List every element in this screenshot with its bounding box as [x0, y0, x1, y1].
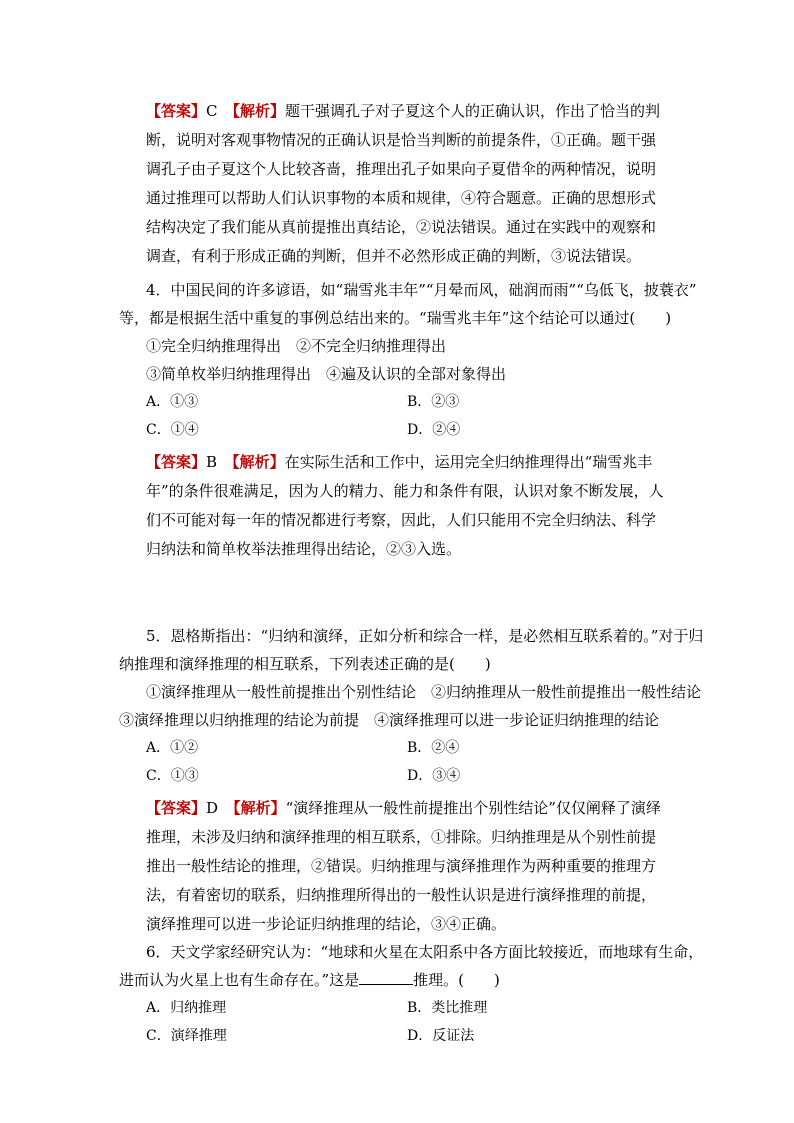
q6-stem-line2-pre: 进而认为火星上也有生命存在。”这是 [119, 971, 360, 989]
analysis-tag: 【解析】 [232, 102, 286, 120]
q5-analysis: “演绎推理从一般性前提推出个别性结论”仅仅阐释了演绎推理，未涉及归纳和演绎推理的相互联系，①排除。归纳推理是从个别性前提推出一般性结论的推理，②错误。归纳推理与演绎推理作为两种重要的推理方法，有着密切的联系，归纳推理所得出的一般性认识是进行演绎推理的前提，演绎推理可以进一步论证归纳推理的结论，③④正确。 [146, 799, 661, 933]
q4-option-b: B．②③ [407, 394, 460, 410]
q5-stem-line1: 5．恩格斯指出：“归纳和演绎，正如分析和综合一样，是必然相互联系着的。”对于归 [146, 627, 704, 645]
q3-answer: C [206, 102, 218, 120]
q6-answer-blank [359, 970, 413, 985]
q5-option-a: A．①② [146, 740, 199, 756]
q3-analysis: 题干强调孔子对子夏这个人的正确认识，作出了恰当的判断，说明对客观事物情况的正确认识是恰当判断的前提条件，①正确。题干强调孔子由子夏这个人比较吝啬，推理出孔子如果向子夏借伞的两种情况，说明通过推理可以帮助人们认识事物的本质和规律，④符合题意。正确的思想形式结构决定了我们能从真前提推出真结论，②说法错误。通过在实践中的观察和调查，有利于形成正确的判断，但并不必然形成正确的判断，③说法错误。 [146, 102, 661, 265]
q4-answer: B [206, 453, 218, 471]
analysis-tag: 【解析】 [232, 453, 285, 471]
q5-option-d: D．③④ [407, 768, 461, 784]
q5-option-b: B．②④ [407, 740, 460, 756]
q4-statements-line1: ①完全归纳推理得出 ②不完全归纳推理得出 [146, 337, 447, 355]
q4-option-a: A．①③ [146, 394, 199, 410]
q5-statements-line1: ①演绎推理从一般性前提推出个别性结论 ②归纳推理从一般性前提推出一般性结论 [146, 683, 702, 701]
q5-answer-block [146, 794, 666, 939]
q4-analysis: 在实际生活和工作中，运用完全归纳推理得出“瑞雪兆丰年”的条件很难满足，因为人的精力、能力和条件有限，认识对象不断发展，人们不可能对每一年的情况都进行考察，因此，人们只能用不完全归纳法、科学归纳法和简单枚举法推理得出结论，②③入选。 [146, 453, 664, 558]
q6-stem-line2-post: 推理。( ) [413, 971, 500, 989]
q6-stem-line2 [119, 970, 500, 990]
q6-option-b: B．类比推理 [407, 1000, 488, 1016]
answer-tag: 【答案】 [146, 453, 207, 471]
q4-option-c: C．①④ [146, 422, 199, 438]
q6-option-c: C．演绎推理 [146, 1028, 227, 1044]
q4-answer-block [146, 448, 666, 564]
q6-stem-line1: 6．天文学家经研究认为：“地球和火星在太阳系中各方面比较接近，而地球有生命， [146, 943, 704, 961]
q4-stem-line2: 等，都是根据生活中重复的事例总结出来的。“瑞雪兆丰年”这个结论可以通过( ) [119, 309, 672, 327]
answer-tag: 【答案】 [146, 102, 207, 120]
q5-option-c: C．①③ [146, 768, 199, 784]
q4-option-d: D．②④ [407, 422, 461, 438]
q4-statements-line2: ③简单枚举归纳推理得出 ④遍及认识的全部对象得出 [146, 365, 507, 383]
answer-tag: 【答案】 [146, 799, 207, 817]
q3-answer-block [146, 97, 666, 271]
analysis-tag: 【解析】 [233, 799, 286, 817]
q5-stem-line2: 纳推理和演绎推理的相互联系，下列表述正确的是( ) [119, 655, 491, 673]
q6-option-a: A．归纳推理 [146, 1000, 227, 1016]
q4-stem-line1: 4．中国民间的许多谚语，如“瑞雪兆丰年”“月晕而风，础润而雨”“乌低飞，披蓑衣” [146, 281, 697, 299]
q5-statements-line2: ③演绎推理以归纳推理的结论为前提 ④演绎推理可以进一步论证归纳推理的结论 [119, 711, 660, 729]
q6-option-d: D．反证法 [407, 1028, 475, 1044]
q5-answer: D [206, 799, 219, 817]
